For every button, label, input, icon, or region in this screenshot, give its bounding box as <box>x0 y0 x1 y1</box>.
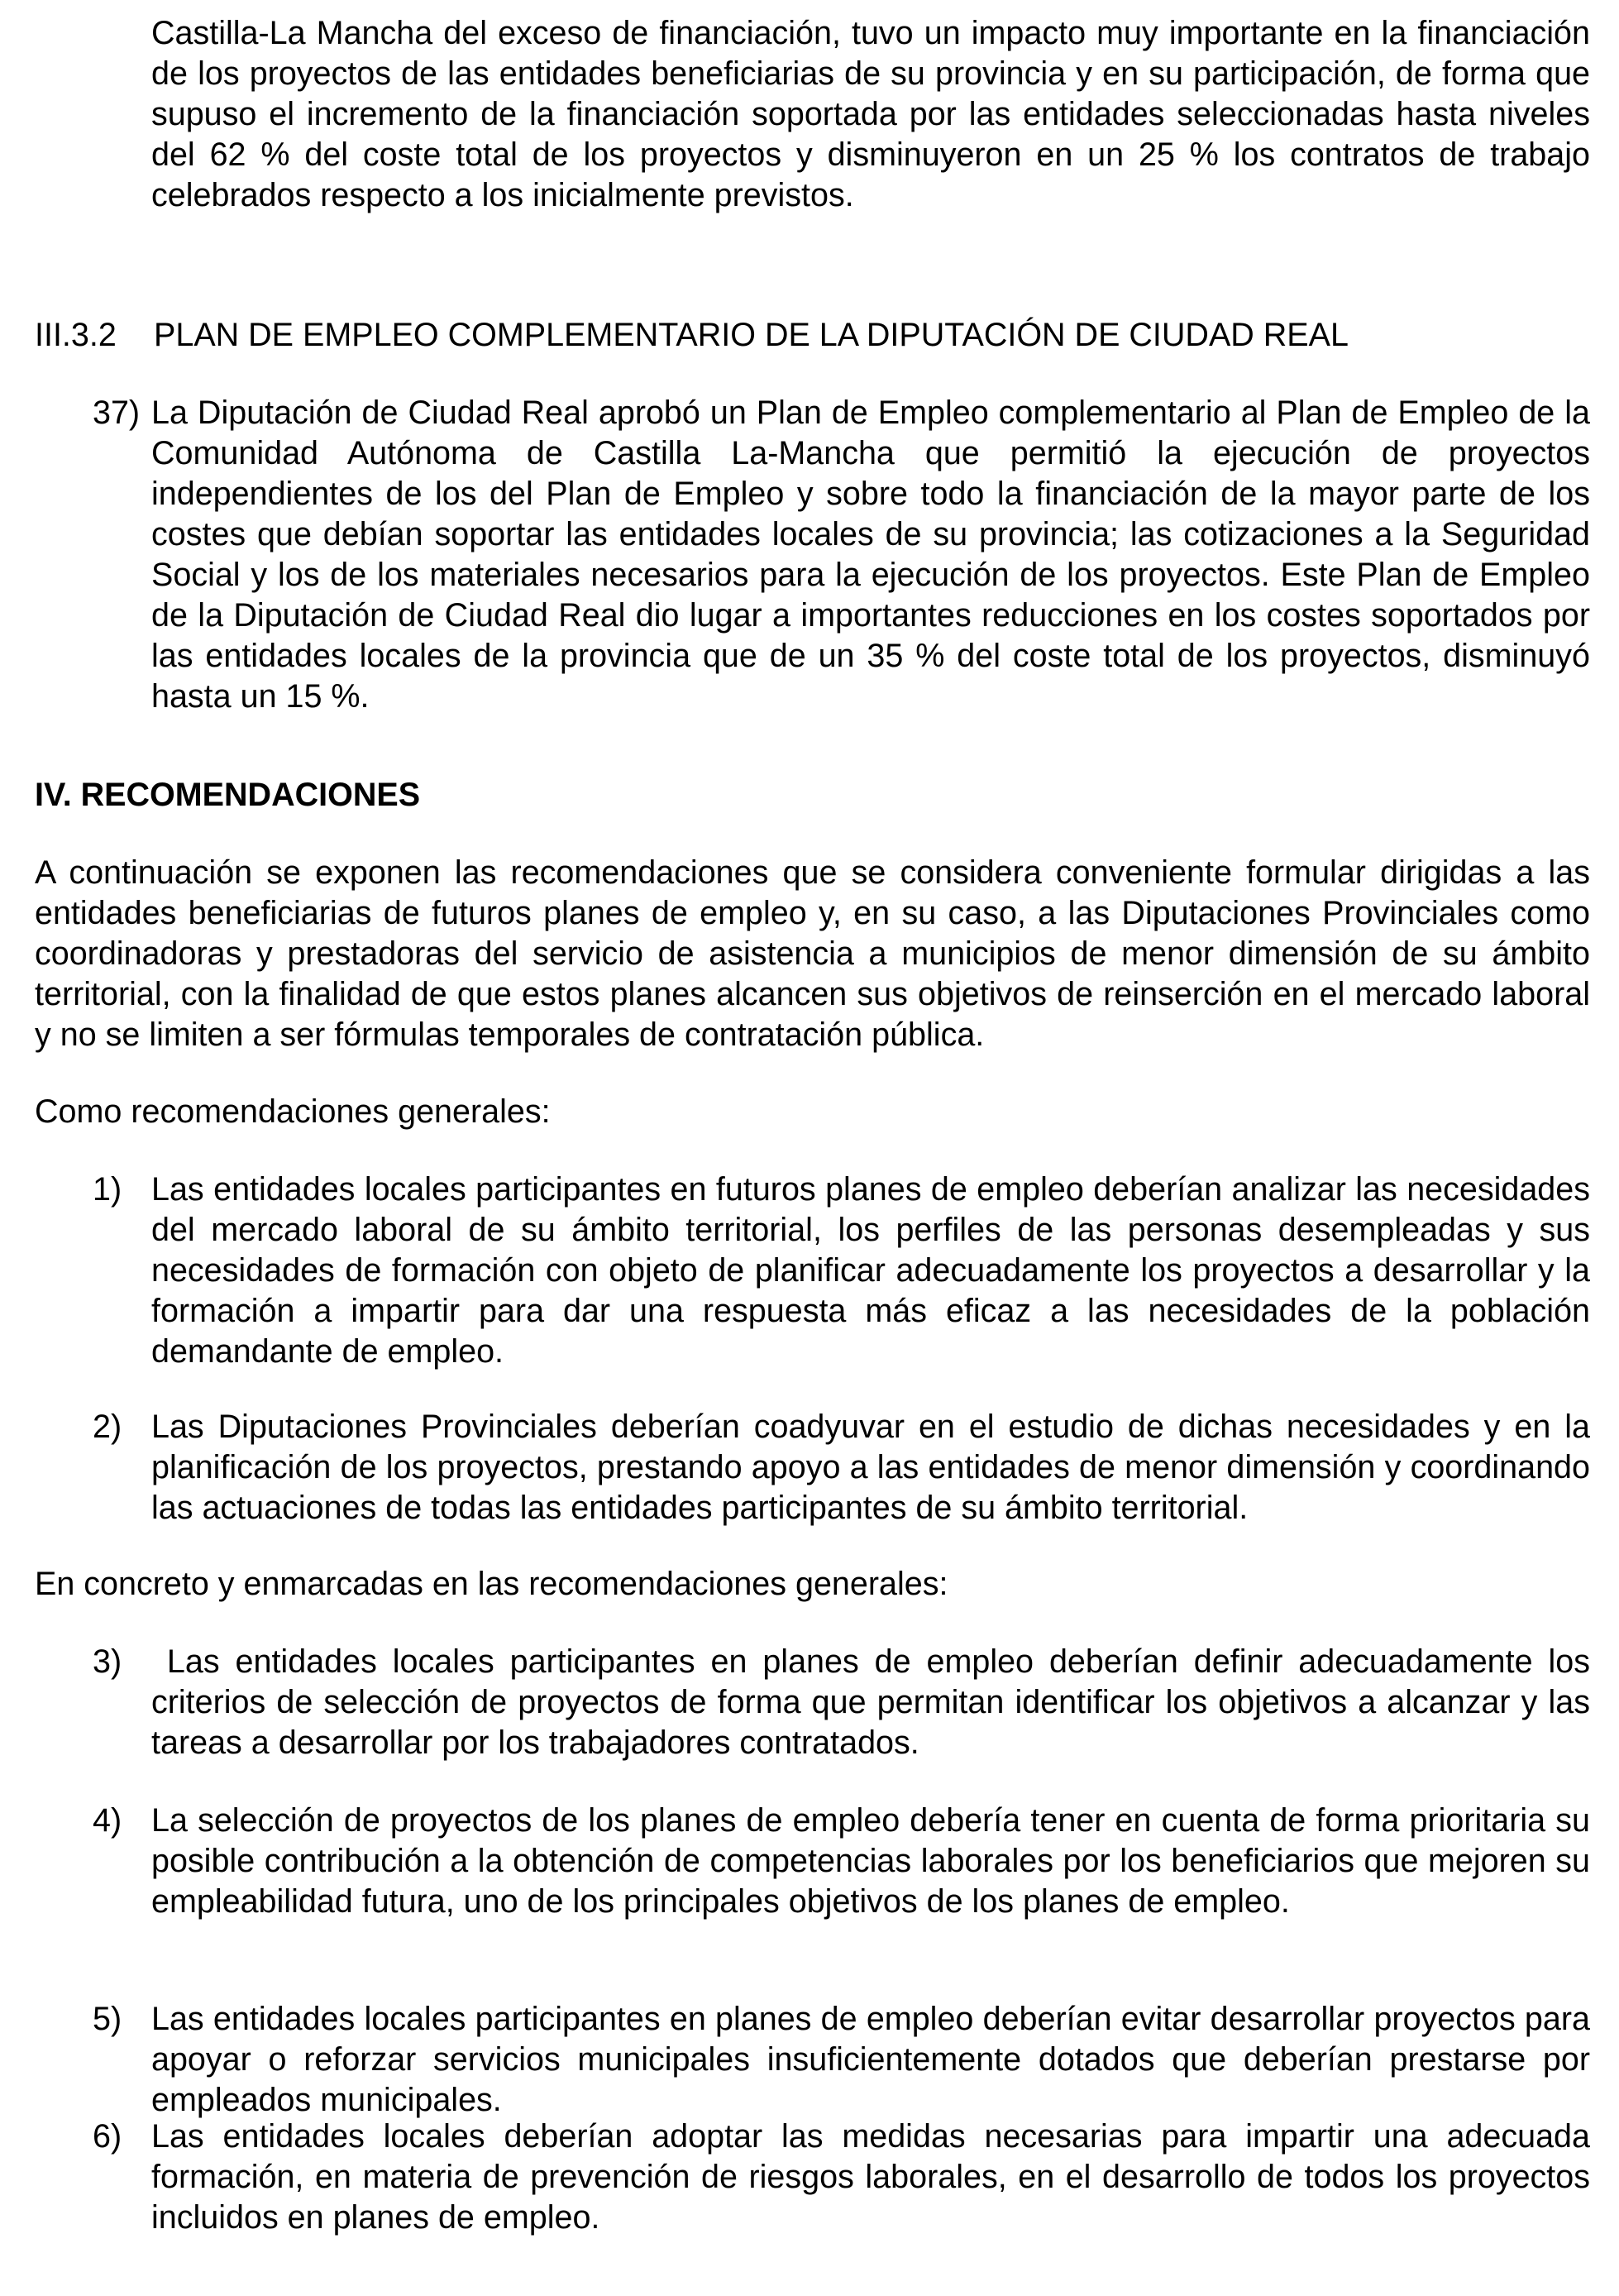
recommendation-number: 3) <box>93 1643 122 1680</box>
recommendation-text: Las entidades locales participantes en planes de empleo deberían evitar desarrollar proyectos para apoyar o reforzar servicios municipales insuficientemente dotados que deberían prestarse por empleados municipales. <box>151 2001 1590 2118</box>
intro-continuation-paragraph: Castilla-La Mancha del exceso de financiación, tuvo un impacto muy importante en la financiación de los proyectos de las entidades beneficiarias de su provincia y en su participación, de forma que supuso el incremento de la financiación soportada por las entidades seleccionadas hasta niveles del 62 % del coste total de los proyectos y disminuyeron en un 25 % los contratos de trabajo celebrados respecto a los inicialmente previstos. <box>151 15 1590 213</box>
specific-recommendations-label: En concreto y enmarcadas en las recomendaciones generales: <box>35 1566 948 1602</box>
recommendation-text: Las Diputaciones Provinciales deberían coadyuvar en el estudio de dichas necesidades y en la planificación de los proyectos, prestando apoyo a las entidades de menor dimensión y coordinando las actuaciones de todas las entidades participantes de su ámbito territorial. <box>151 1409 1590 1526</box>
recommendation-number: 5) <box>93 2001 122 2037</box>
section-title: PLAN DE EMPLEO COMPLEMENTARIO DE LA DIPUTACIÓN DE CIUDAD REAL <box>154 317 1349 353</box>
recommendation-number: 1) <box>93 1171 122 1208</box>
paragraph-number: 37) <box>93 395 141 431</box>
recommendations-intro-paragraph: A continuación se exponen las recomendaciones que se considera conveniente formular dirigidas a las entidades beneficiarias de futuros planes de empleo y, en su caso, a las Diputaciones Provinciales como coordinadoras y prestadoras del servicio de asistencia a municipios de menor dimensión de su ámbito territorial, con la finalidad de que estos planes alcancen sus objetivos de reinserción en el mercado laboral y no se limiten a ser fórmulas temporales de contratación pública. <box>35 854 1590 1053</box>
recommendation-number: 4) <box>93 1802 122 1839</box>
recommendation-text: Las entidades locales participantes en planes de empleo deberían definir adecuadamente los criterios de selección de proyectos de forma que permitan identificar los objetivos a alcanzar y las tareas a desarrollar por los trabajadores contratados. <box>151 1643 1599 1761</box>
recommendation-number: 2) <box>93 1409 122 1445</box>
recommendation-text: La selección de proyectos de los planes de empleo debería tener en cuenta de forma prioritaria su posible contribución a la obtención de competencias laborales por los beneficiarios que mejoren su empleabilidad futura, uno de los principales objetivos de los planes de empleo. <box>151 1802 1590 1920</box>
paragraph-37-text: La Diputación de Ciudad Real aprobó un Plan de Empleo complementario al Plan de Empleo de la Comunidad Autónoma de Castilla La-Mancha que permitió la ejecución de proyectos independientes de los del Plan de Empleo y sobre todo la financiación de la mayor parte de los costes que debían soportar las entidades locales de su provincia; las cotizaciones a la Seguridad Social y los de los materiales necesarios para la ejecución de los proyectos. Este Plan de Empleo de la Diputación de Ciudad Real dio lugar a importantes reducciones en los costes soportados por las entidades locales de la provincia que de un 35 % del coste total de los proyectos, disminuyó hasta un 15 %. <box>151 395 1590 715</box>
recommendation-number: 6) <box>93 2118 122 2155</box>
recommendation-text: Las entidades locales participantes en futuros planes de empleo deberían analizar las necesidades del mercado laboral de su ámbito territorial, los perfiles de las personas desempleadas y sus necesidades de formación con objeto de planificar adecuadamente los proyectos a desarrollar y la formación a impartir para dar una respuesta más eficaz a las necesidades de la población demandante de empleo. <box>151 1171 1590 1370</box>
recommendations-heading: IV. RECOMENDACIONES <box>35 777 421 813</box>
recommendation-text: Las entidades locales deberían adoptar las medidas necesarias para impartir una adecuada formación, en materia de prevención de riesgos laborales, en el desarrollo de todos los proyectos incluidos en planes de empleo. <box>151 2118 1590 2236</box>
general-recommendations-label: Como recomendaciones generales: <box>35 1093 551 1130</box>
section-number: III.3.2 <box>35 317 117 353</box>
